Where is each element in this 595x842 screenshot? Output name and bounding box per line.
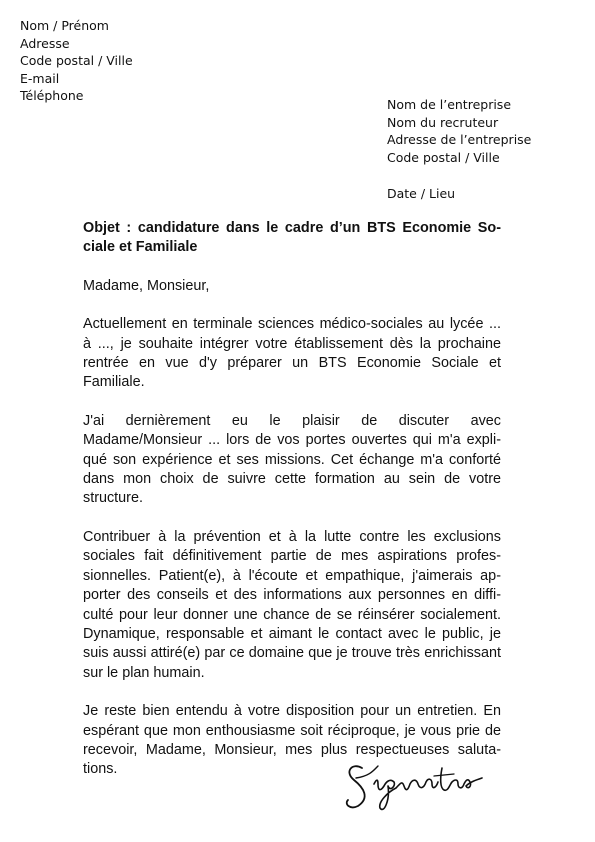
recipient-company: Nom de l’entreprise	[387, 97, 512, 112]
sender-email: E-mail	[20, 70, 60, 86]
sender-address: Adresse	[20, 35, 70, 51]
date-place: Date / Lieu	[387, 186, 456, 201]
letter-paragraph-4: Je reste bien entendu à votre disposition pour un entretien. En espérant que mon enthousiasme soit réciproque, je vous prie de recevoir, Madame, Monsieur, mes plus respectueuses salutations.	[83, 703, 501, 778]
sender-postal-city: Code postal / Ville	[20, 53, 133, 69]
sender-phone: Téléphone	[20, 88, 84, 104]
letter-body	[83, 219, 501, 799]
handwritten-signature	[340, 748, 490, 818]
recipient-postal-city: Code postal / Ville	[387, 149, 500, 165]
letter-paragraph-1: Actuellement en terminale sciences médico-sociales au lycée ... à ..., je souhaite intégrer votre établissement dès la prochaine rentrée en vue d'y préparer un BTS Economie Sociale et Familiale.	[83, 316, 501, 391]
sender-name: Nom / Prénom	[20, 18, 109, 33]
letter-subject: Objet : candidature dans le cadre d’un BTS Economie Sociale et Familiale	[83, 220, 501, 256]
letter-paragraph-3: Contribuer à la prévention et à la lutte contre les exclusions sociales fait définitivement partie de mes aspirations professionnelles. Patient(e), à l'écoute et empathique, j'aimerais apporter des conseils et des informations aux personnes en difficulté pour leur donner une chance de se réinsérer socialement. Dynamique, responsable et aimant le contact avec le public, je suis aussi attiré(e) par ce domaine que je trouve très enrichissant sur le plan humain.	[83, 528, 501, 681]
sender-block	[20, 17, 133, 105]
letter-salutation: Madame, Monsieur,	[83, 277, 210, 294]
recipient-address: Adresse de l’entreprise	[387, 132, 532, 148]
recipient-block	[387, 96, 531, 166]
recipient-recruiter: Nom du recruteur	[387, 114, 499, 130]
letter-paragraph-2: J'ai dernièrement eu le plaisir de discuter avec Madame/Monsieur ... lors de vos portes ouvertes qui m'a expliqué son expérience et ses missions. Cet échange m'a conforté dans mon choix de suivre cette formation au sein de votre structure.	[83, 412, 501, 507]
